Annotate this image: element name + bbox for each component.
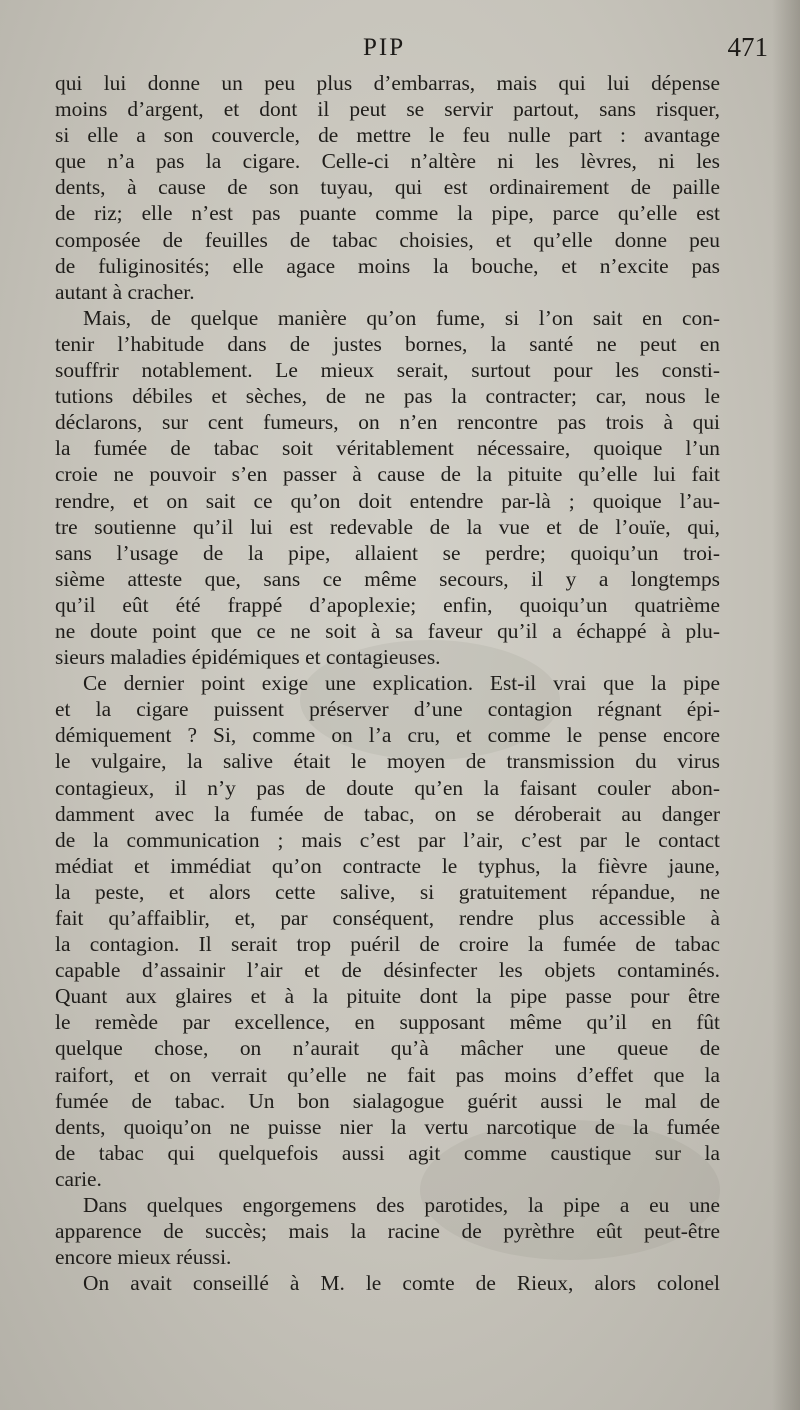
text-line: de la communication ; mais c’est par l’air, c’est par le contact bbox=[55, 827, 720, 852]
text-line: encore mieux réussi. bbox=[55, 1245, 232, 1270]
text-line: dents, à cause de son tuyau, qui est ordinairement de paille bbox=[55, 175, 720, 200]
text-line: tre soutienne qu’il lui est redevable de la vue et de l’ouïe, qui, bbox=[55, 514, 720, 539]
text-line: que n’a pas la cigare. Celle-ci n’altère ni les lèvres, ni les bbox=[55, 149, 720, 174]
text-line: quelque chose, on n’aurait qu’à mâcher une queue de bbox=[55, 1036, 720, 1061]
text-line: On avait conseillé à M. le comte de Rieux, alors colonel bbox=[83, 1271, 720, 1296]
text-line: composée de feuilles de tabac choisies, et qu’elle donne peu bbox=[55, 227, 720, 252]
page-header bbox=[58, 30, 768, 64]
text-line: qu’il eût été frappé d’apoplexie; enfin, quoiqu’un quatrième bbox=[55, 592, 720, 617]
text-line: raifort, et on verrait qu’elle ne fait pas moins d’effet que la bbox=[55, 1062, 720, 1087]
text-line: capable d’assainir l’air et de désinfecter les objets contaminés. bbox=[55, 958, 720, 983]
text-line: le remède par excellence, en supposant même qu’il en fût bbox=[55, 1010, 720, 1035]
text-line: souffrir notablement. Le mieux serait, surtout pour les consti- bbox=[55, 358, 720, 383]
text-line: le vulgaire, la salive était le moyen de transmission du virus bbox=[55, 749, 720, 774]
text-line: médiat et immédiat qu’on contracte le typhus, la fièvre jaune, bbox=[55, 853, 720, 878]
text-line: contagieux, il n’y pas de doute qu’en la faisant couler abon- bbox=[55, 775, 720, 800]
text-line: moins d’argent, et dont il peut se servir partout, sans risquer, bbox=[55, 97, 720, 122]
text-line: tutions débiles et sèches, de ne pas la contracter; car, nous le bbox=[55, 384, 720, 409]
text-line: de tabac qui quelquefois aussi agit comme caustique sur la bbox=[55, 1140, 720, 1165]
text-line: ne doute point que ce ne soit à sa faveur qu’il a échappé à plu- bbox=[55, 618, 720, 643]
text-line: Mais, de quelque manière qu’on fume, si l’on sait en con- bbox=[83, 305, 720, 330]
text-line: sans l’usage de la pipe, allaient se perdre; quoiqu’un troi- bbox=[55, 540, 720, 565]
text-line: si elle a son couvercle, de mettre le feu nulle part : avantage bbox=[55, 123, 720, 148]
text-line: de riz; elle n’est pas puante comme la pipe, parce qu’elle est bbox=[55, 201, 720, 226]
text-line: et la cigare puissent préserver d’une contagion régnant épi- bbox=[55, 697, 720, 722]
text-line: carie. bbox=[55, 1166, 102, 1191]
text-line: dents, quoiqu’on ne puisse nier la vertu narcotique de la fumée bbox=[55, 1114, 720, 1139]
text-line: sieurs maladies épidémiques et contagieuses. bbox=[55, 645, 441, 670]
text-line: croie ne pouvoir s’en passer à cause de la pituite qu’elle lui fait bbox=[55, 462, 720, 487]
text-line: fait qu’affaiblir, et, par conséquent, rendre plus accessible à bbox=[55, 906, 720, 930]
text-line: la fumée de tabac soit véritablement nécessaire, quoique l’un bbox=[55, 436, 720, 461]
text-line: rendre, et on sait ce qu’on doit entendre par-là ; quoique l’au- bbox=[55, 488, 720, 513]
text-line: la contagion. Il serait trop puéril de croire la fumée de tabac bbox=[55, 932, 720, 957]
text-line: Dans quelques engorgemens des parotides, la pipe a eu une bbox=[83, 1193, 720, 1218]
text-line: apparence de succès; mais la racine de pyrèthre eût peut-être bbox=[55, 1219, 720, 1244]
body-text bbox=[55, 70, 720, 1296]
text-line: sième atteste que, sans ce même secours, il y a longtemps bbox=[55, 566, 720, 591]
text-line: Ce dernier point exige une explication. Est-il vrai que la pipe bbox=[83, 671, 720, 696]
text-line: qui lui donne un peu plus d’embarras, mais qui lui dépense bbox=[55, 71, 720, 95]
page-number: 471 bbox=[727, 32, 768, 62]
text-line: la peste, et alors cette salive, si gratuitement répandue, ne bbox=[55, 879, 720, 904]
text-line: fumée de tabac. Un bon sialagogue guérit aussi le mal de bbox=[55, 1088, 720, 1113]
text-line: Quant aux glaires et à la pituite dont la pipe passe pour être bbox=[55, 984, 720, 1009]
text-line: tenir l’habitude dans de justes bornes, la santé ne peut en bbox=[55, 331, 720, 356]
text-line: déclarons, sur cent fumeurs, on n’en rencontre pas trois à qui bbox=[55, 410, 720, 435]
text-line: damment avec la fumée de tabac, on se déroberait au danger bbox=[55, 801, 720, 826]
text-line: de fuliginosités; elle agace moins la bouche, et n’excite pas bbox=[55, 253, 720, 278]
text-line: démiquement ? Si, comme on l’a cru, et comme le pense encore bbox=[55, 723, 720, 748]
running-head: PIP bbox=[363, 34, 406, 61]
text-line: autant à cracher. bbox=[55, 279, 195, 304]
